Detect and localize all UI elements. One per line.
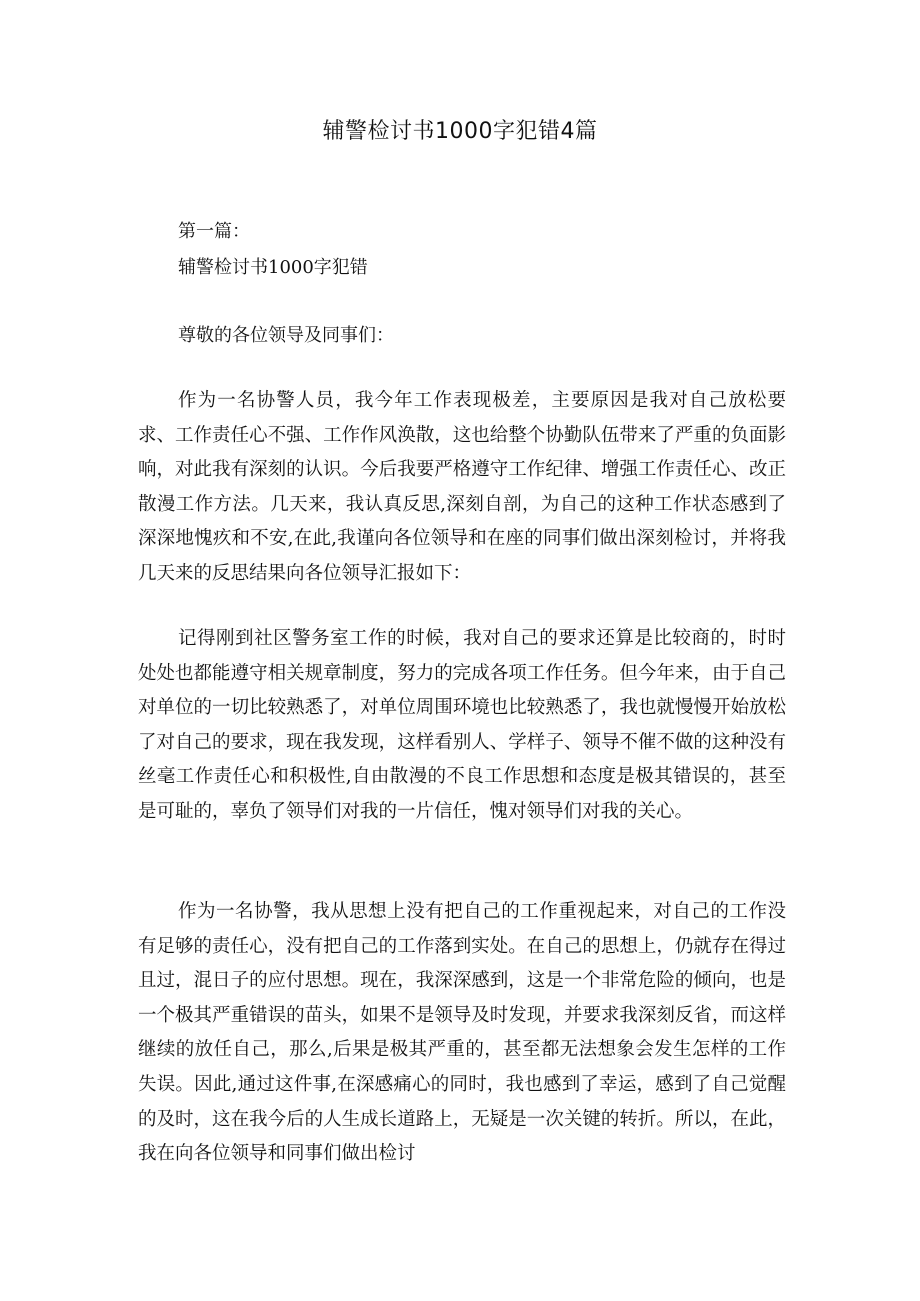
body-paragraph: 作为一名协警人员，我今年工作表现极差，主要原因是我对自己放松要求、工作责任心不强、工作作风涣散，这也给整个协勤队伍带来了严重的负面影响，对此我有深刻的认识。今后我要严格遵守工作纪律、增强工作责任心、改正散漫工作方法。几天来，我认真反思,深刻自剖，为自己的这种工作状态感到了深深地愧疚和不安,在此,我谨向各位领导和在座的同事们做出深刻检讨，并将我几天来的反思结果向各位领导汇报如下：	[138, 390, 786, 584]
body-paragraph: 记得刚到社区警务室工作的时候，我对自己的要求还算是比较商的，时时处处也都能遵守相关规章制度，努力的完成各项工作任务。但今年来，由于自己对单位的一切比较熟悉了，对单位周围环境也比较熟悉了，我也就慢慢开始放松了对自己的要求，现在我发现，这样看别人、学样子、领导不催不做的这种没有丝毫工作责任心和积极性,自由散漫的不良工作思想和态度是极其错误的，甚至是可耻的，辜负了领导们对我的一片信任，愧对领导们对我的关心。	[138, 628, 786, 822]
salutation: 尊敬的各位领导及同事们：	[178, 325, 394, 346]
body-paragraph: 作为一名协警，我从思想上没有把自己的工作重视起来，对自己的工作没有足够的责任心，没有把自己的工作落到实处。在自己的思想上，仍就存在得过且过，混日子的应付思想。现在，我深深感到，这是一个非常危险的倾向，也是一个极其严重错误的苗头，如果不是领导及时发现，并要求我深刻反省，而这样继续的放任自己，那么,后果是极其严重的，甚至都无法想象会发生怎样的工作失误。因此,通过这件事,在深感痛心的同时，我也感到了幸运，感到了自己觉醒的及时，这在我今后的人生成长道路上，无疑是一次关键的转折。所以，在此，我在向各位领导和同事们做出检讨	[138, 901, 786, 1165]
document-title: 辅警检讨书1000字犯错4篇	[322, 119, 598, 144]
section-subtitle: 辅警检讨书1000字犯错	[178, 257, 368, 278]
section-heading: 第一篇：	[178, 221, 250, 242]
